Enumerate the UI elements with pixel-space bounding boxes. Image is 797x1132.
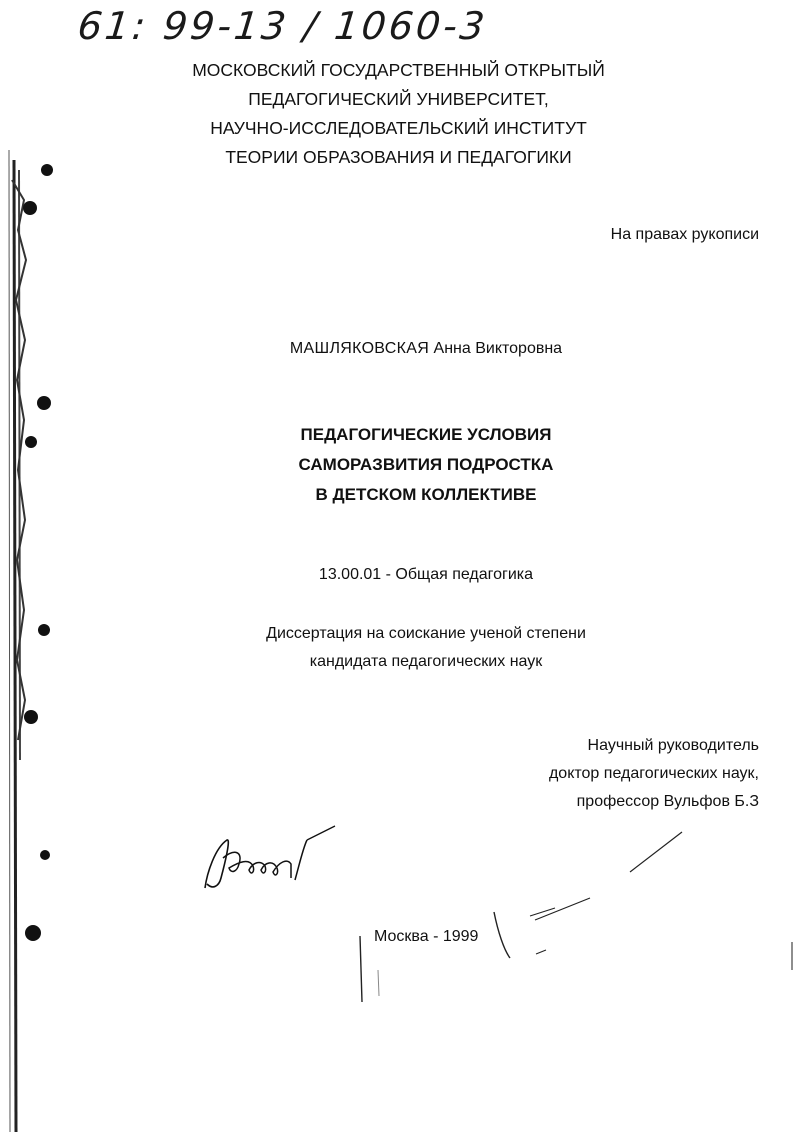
thesis-title [0,420,797,510]
archive-code: 61: 99-13 / 1060-3 [75,4,490,48]
institution-header [0,56,797,172]
author-given-names: Анна Викторовна [433,340,563,357]
specialty-code: 13.00.01 - Общая педагогика [318,566,534,583]
institution-line: ПЕДАГОГИЧЕСКИЙ УНИВЕРСИТЕТ, [248,89,549,109]
degree-statement [0,620,797,676]
author-name [0,340,797,358]
supervisor-line: профессор Вульфов Б.З [576,793,759,810]
supervisor-block [549,732,759,816]
institution-line: ТЕОРИИ ОБРАЗОВАНИЯ И ПЕДАГОГИКИ [225,147,572,167]
title-line: В ДЕТСКОМ КОЛЛЕКТИВЕ [315,485,537,504]
institution-line: МОСКОВСКИЙ ГОСУДАРСТВЕННЫЙ ОТКРЫТЫЙ [192,60,605,80]
degree-line: кандидата педагогических наук [309,653,543,670]
title-line: ПЕДАГОГИЧЕСКИЕ УСЛОВИЯ [300,425,552,444]
manuscript-rights-note: На правах рукописи [610,226,759,243]
institution-line: НАУЧНО-ИССЛЕДОВАТЕЛЬСКИЙ ИНСТИТУТ [210,118,587,138]
supervisor-line: Научный руководитель [587,737,759,754]
handwritten-signature [195,818,345,898]
author-surname: МАШЛЯКОВСКАЯ [289,340,430,357]
degree-line: Диссертация на соискание ученой степени [266,625,586,642]
supervisor-line: доктор педагогических наук, [548,765,759,782]
city-year: Москва - 1999 [374,928,479,945]
title-line: САМОРАЗВИТИЯ ПОДРОСТКА [298,455,554,474]
pen-marks [340,820,797,1120]
